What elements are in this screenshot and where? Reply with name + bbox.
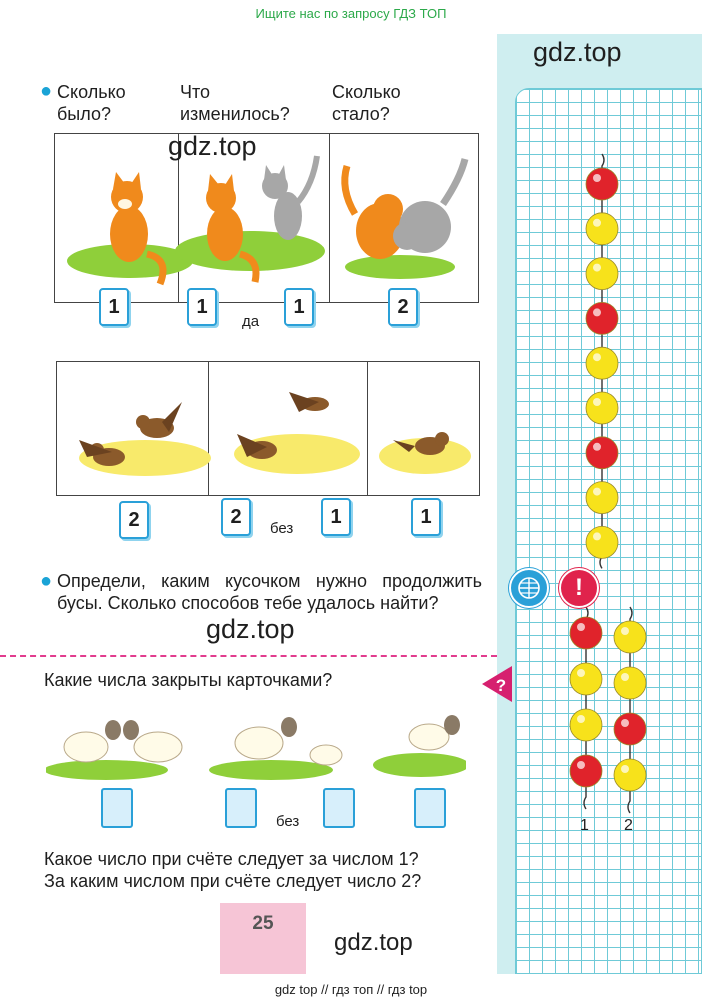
yellow-bead xyxy=(570,709,602,741)
yellow-bead xyxy=(614,759,646,791)
number-card: 2 xyxy=(221,498,251,536)
header-became: Сколько стало? xyxy=(332,82,401,124)
bead-highlight xyxy=(621,765,629,773)
svg-text:?: ? xyxy=(495,676,507,695)
yellow-bead xyxy=(614,667,646,699)
bead-highlight xyxy=(593,398,601,406)
red-bead xyxy=(586,168,618,200)
conjunction-da: да xyxy=(242,313,260,330)
number-card: 2 xyxy=(119,501,149,539)
number-card: 1 xyxy=(187,288,217,326)
red-bead xyxy=(586,437,618,469)
red-bead xyxy=(570,617,602,649)
bead-highlight xyxy=(621,719,629,727)
conjunction-bez: без xyxy=(270,520,294,537)
watermark: gdz.top xyxy=(168,131,257,161)
birds-panel xyxy=(56,361,480,496)
task-cards-question: Какие числа закрыты карточками? xyxy=(44,670,333,690)
top-banner: Ищите нас по запросу ГДЗ ТОП xyxy=(255,6,447,21)
bead-highlight xyxy=(593,174,601,182)
yellow-bead xyxy=(570,663,602,695)
bead-highlight xyxy=(593,219,601,227)
watermark: gdz.top xyxy=(334,929,413,956)
bead-option-label-1: 1 xyxy=(580,817,589,834)
yellow-bead xyxy=(614,621,646,653)
globe-icon xyxy=(509,568,549,608)
hidden-number-card[interactable] xyxy=(414,788,446,828)
bead-highlight xyxy=(577,623,585,631)
bead-highlight xyxy=(621,627,629,635)
bead-highlight xyxy=(593,488,601,496)
bullet-icon: ● xyxy=(40,80,53,102)
number-card: 1 xyxy=(284,288,314,326)
header-was: Сколько было? xyxy=(57,82,126,124)
number-card: 1 xyxy=(99,288,129,326)
number-card: 2 xyxy=(388,288,418,326)
counting-question-1: Какое число при счёте следует за числом 1? xyxy=(44,849,419,869)
bottom-links: gdz top // гдз топ // гдз top xyxy=(274,982,428,997)
red-bead xyxy=(614,713,646,745)
cats-panel xyxy=(54,133,479,303)
watermark: gdz.top xyxy=(206,614,295,644)
question-marker-icon xyxy=(482,666,518,702)
beads-illustration xyxy=(497,140,702,840)
header-changed: Что изменилось? xyxy=(180,82,290,124)
bead-highlight xyxy=(593,353,601,361)
yellow-bead xyxy=(586,213,618,245)
bullet-icon: ● xyxy=(40,570,53,592)
bead-highlight xyxy=(593,443,601,451)
bead-highlight xyxy=(593,264,601,272)
bead-option-label-2: 2 xyxy=(624,817,633,834)
hidden-number-card[interactable] xyxy=(101,788,133,828)
bead-option-1 xyxy=(570,607,602,809)
bead-highlight xyxy=(621,673,629,681)
yellow-bead xyxy=(586,392,618,424)
yellow-bead xyxy=(586,482,618,514)
page-number: 25 xyxy=(252,913,274,934)
yellow-bead xyxy=(586,526,618,558)
bead-option-2 xyxy=(614,607,646,813)
number-card: 1 xyxy=(321,498,351,536)
watermark: gdz.top xyxy=(533,37,622,67)
counting-question-2: За каким числом при счёте следует число 2? xyxy=(44,871,422,891)
exclamation-icon: ! xyxy=(559,568,599,608)
yellow-bead xyxy=(586,347,618,379)
number-card: 1 xyxy=(411,498,441,536)
hidden-number-card[interactable] xyxy=(225,788,257,828)
bead-highlight xyxy=(577,669,585,677)
bead-highlight xyxy=(577,761,585,769)
bead-highlight xyxy=(593,532,601,540)
main-bead-string xyxy=(586,154,618,568)
yellow-bead xyxy=(586,258,618,290)
hidden-number-card[interactable] xyxy=(323,788,355,828)
red-bead xyxy=(586,302,618,334)
sheep-illustration xyxy=(46,705,466,785)
bead-highlight xyxy=(593,308,601,316)
conjunction-bez: без xyxy=(276,813,300,830)
task-beads-text: Определи, каким кусочком нужно продолжить бусы. Сколько способов тебе удалось найти? xyxy=(57,571,482,613)
red-bead xyxy=(570,755,602,787)
bead-highlight xyxy=(577,715,585,723)
section-divider xyxy=(0,655,497,657)
